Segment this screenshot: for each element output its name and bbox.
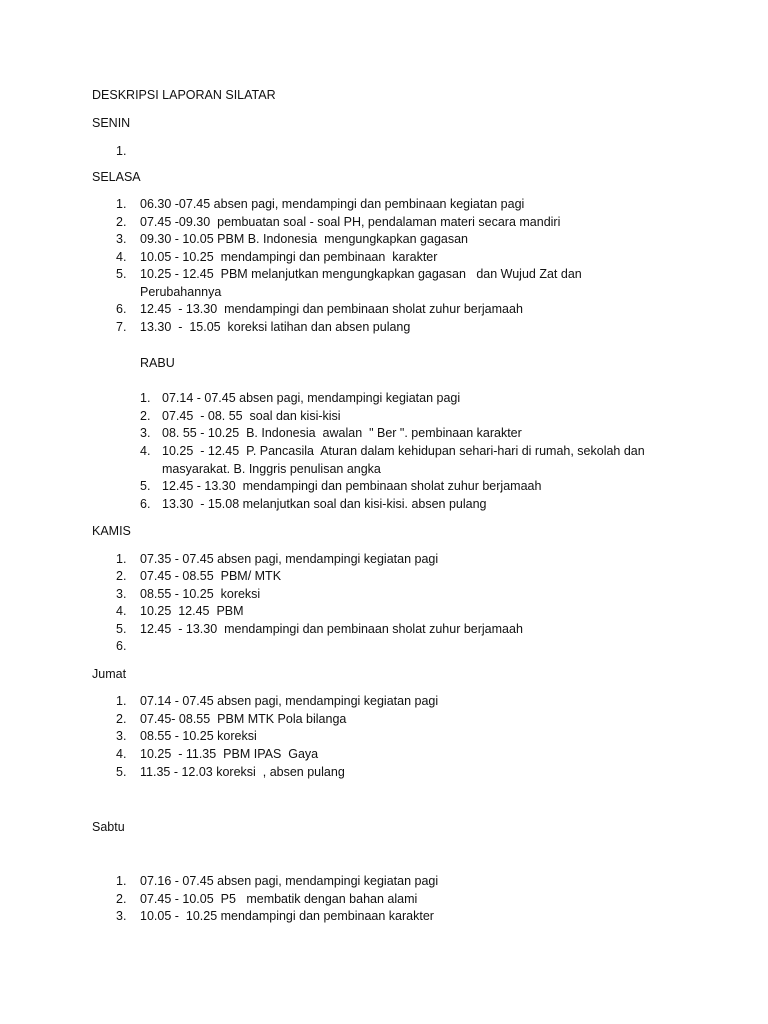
list-item-text: 07.45 -09.30 pembuatan soal - soal PH, pendalaman materi secara mandiri [140,215,561,229]
list-item-number: 6. [140,497,151,511]
list-item-text: 07.14 - 07.45 absen pagi, mendampingi kegiatan pagi [140,694,439,708]
list-item-text: 07.14 - 07.45 absen pagi, mendampingi kegiatan pagi [162,391,461,405]
list-item-text: 08.55 - 10.25 koreksi [140,587,261,601]
list-item-text: Perubahannya [140,285,222,299]
list-item-number: 1. [116,694,127,708]
section-heading: KAMIS [92,524,131,538]
section-heading: SELASA [92,170,141,184]
list-item-text: 10.25 - 12.45 P. Pancasila Aturan dalam kehidupan sehari-hari di rumah, sekolah dan [162,444,645,458]
list-item-number: 5. [116,765,127,779]
section-heading: Jumat [92,667,127,681]
list-item-text: 08. 55 - 10.25 B. Indonesia awalan " Ber ". pembinaan karakter [162,426,522,440]
list-item-number: 2. [116,569,127,583]
list-item-text: 13.30 - 15.05 koreksi latihan dan absen pulang [140,320,411,334]
list-item-number: 1. [140,391,151,405]
list-item-text: 07.35 - 07.45 absen pagi, mendampingi kegiatan pagi [140,552,439,566]
list-item-number: 3. [116,909,127,923]
list-item-number: 1. [116,874,127,888]
list-item-number: 1. [116,552,127,566]
list-item-number: 5. [116,267,127,281]
list-item-number: 3. [116,729,127,743]
list-item-text: 11.35 - 12.03 koreksi , absen pulang [140,765,345,779]
list-item-text: 10.05 - 10.25 mendampingi dan pembinaan karakter [140,250,438,264]
list-item-text: 06.30 -07.45 absen pagi, mendampingi dan pembinaan kegiatan pagi [140,197,525,211]
list-item-text: 07.45 - 10.05 P5 membatik dengan bahan alami [140,892,418,906]
list-item-number: 1. [116,144,127,158]
list-item-number: 6. [116,302,127,316]
list-item-number: 6. [116,639,127,653]
list-item-text: 10.05 - 10.25 mendampingi dan pembinaan karakter [140,909,434,923]
section-heading: Sabtu [92,820,125,834]
section-heading: RABU [140,356,175,370]
list-item-number: 2. [116,215,127,229]
list-item-text: 10.25 - 12.45 PBM melanjutkan mengungkapkan gagasan dan Wujud Zat dan [140,267,582,281]
list-item-number: 2. [116,712,127,726]
list-item-text: 07.16 - 07.45 absen pagi, mendampingi kegiatan pagi [140,874,439,888]
document-title: DESKRIPSI LAPORAN SILATAR [92,88,276,102]
list-item-text: 09.30 - 10.05 PBM B. Indonesia mengungkapkan gagasan [140,232,469,246]
list-item-text: 13.30 - 15.08 melanjutkan soal dan kisi-kisi. absen pulang [162,497,487,511]
list-item-text: 07.45- 08.55 PBM MTK Pola bilanga [140,712,347,726]
list-item-number: 3. [116,587,127,601]
list-item-text: 12.45 - 13.30 mendampingi dan pembinaan sholat zuhur berjamaah [162,479,542,493]
list-item-number: 2. [140,409,151,423]
list-item-text: 08.55 - 10.25 koreksi [140,729,257,743]
list-item-text: masyarakat. B. Inggris penulisan angka [162,462,381,476]
list-item-number: 4. [116,747,127,761]
list-item-number: 2. [116,892,127,906]
list-item-number: 1. [116,197,127,211]
list-item-text: 07.45 - 08. 55 soal dan kisi-kisi [162,409,341,423]
list-item-text: 12.45 - 13.30 mendampingi dan pembinaan sholat zuhur berjamaah [140,622,523,636]
list-item-number: 3. [116,232,127,246]
list-item-text: 12.45 - 13.30 mendampingi dan pembinaan sholat zuhur berjamaah [140,302,523,316]
list-item-number: 5. [140,479,151,493]
list-item-number: 7. [116,320,127,334]
list-item-number: 3. [140,426,151,440]
list-item-text: 07.45 - 08.55 PBM/ MTK [140,569,282,583]
list-item-text: 10.25 12.45 PBM [140,604,244,618]
section-heading: SENIN [92,116,131,130]
list-item-text: 10.25 - 11.35 PBM IPAS Gaya [140,747,319,761]
list-item-number: 4. [140,444,151,458]
list-item-number: 4. [116,250,127,264]
list-item-number: 4. [116,604,127,618]
list-item-number: 5. [116,622,127,636]
